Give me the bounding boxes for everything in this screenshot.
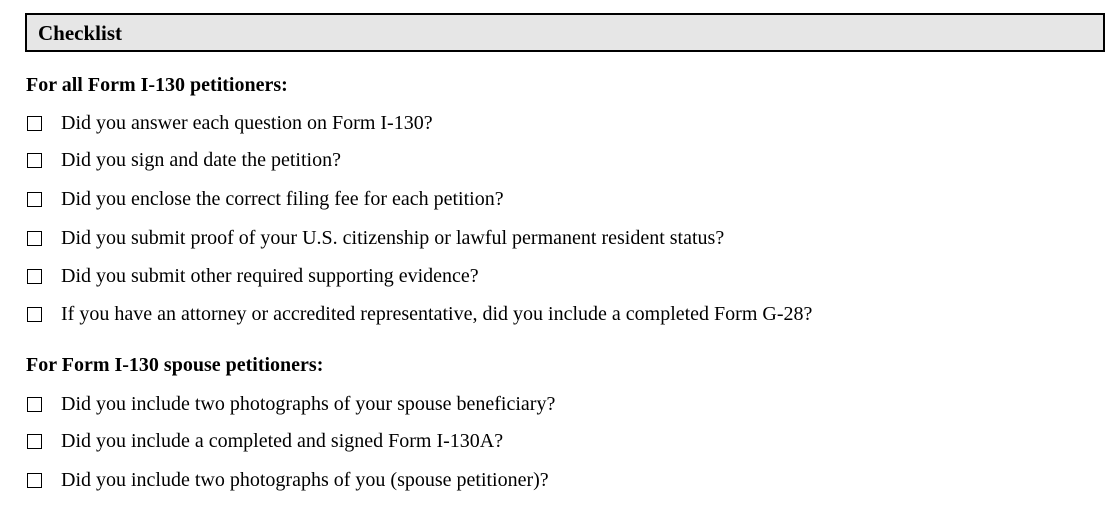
checklist-item-label: Did you submit other required supporting evidence? [61,265,479,287]
checklist-item-label: Did you include two photographs of you (spouse petitioner)? [61,469,549,491]
checklist-item-label: Did you include two photographs of your spouse beneficiary? [61,393,556,415]
section-heading-spouse-petitioners: For Form I-130 spouse petitioners: [26,354,324,376]
checkbox[interactable] [27,192,42,207]
checklist-item-label: Did you include a completed and signed Form I-130A? [61,430,504,452]
checkbox[interactable] [27,307,42,322]
checklist-item-label: Did you enclose the correct filing fee for each petition? [61,188,504,210]
checklist-header [25,13,1105,52]
checklist-item-label: Did you answer each question on Form I-130? [61,112,433,134]
checklist-item-label: Did you submit proof of your U.S. citizenship or lawful permanent resident status? [61,227,725,249]
checkbox[interactable] [27,153,42,168]
checkbox[interactable] [27,397,42,412]
checkbox[interactable] [27,434,42,449]
checklist-title: Checklist [38,21,122,45]
section-heading-all-petitioners: For all Form I-130 petitioners: [26,74,288,96]
checkbox[interactable] [27,116,42,131]
checklist-item-label: If you have an attorney or accredited representative, did you include a completed Form G-28? [61,303,813,325]
checkbox[interactable] [27,231,42,246]
checklist-item-label: Did you sign and date the petition? [61,149,341,171]
checkbox[interactable] [27,269,42,284]
checkbox[interactable] [27,473,42,488]
